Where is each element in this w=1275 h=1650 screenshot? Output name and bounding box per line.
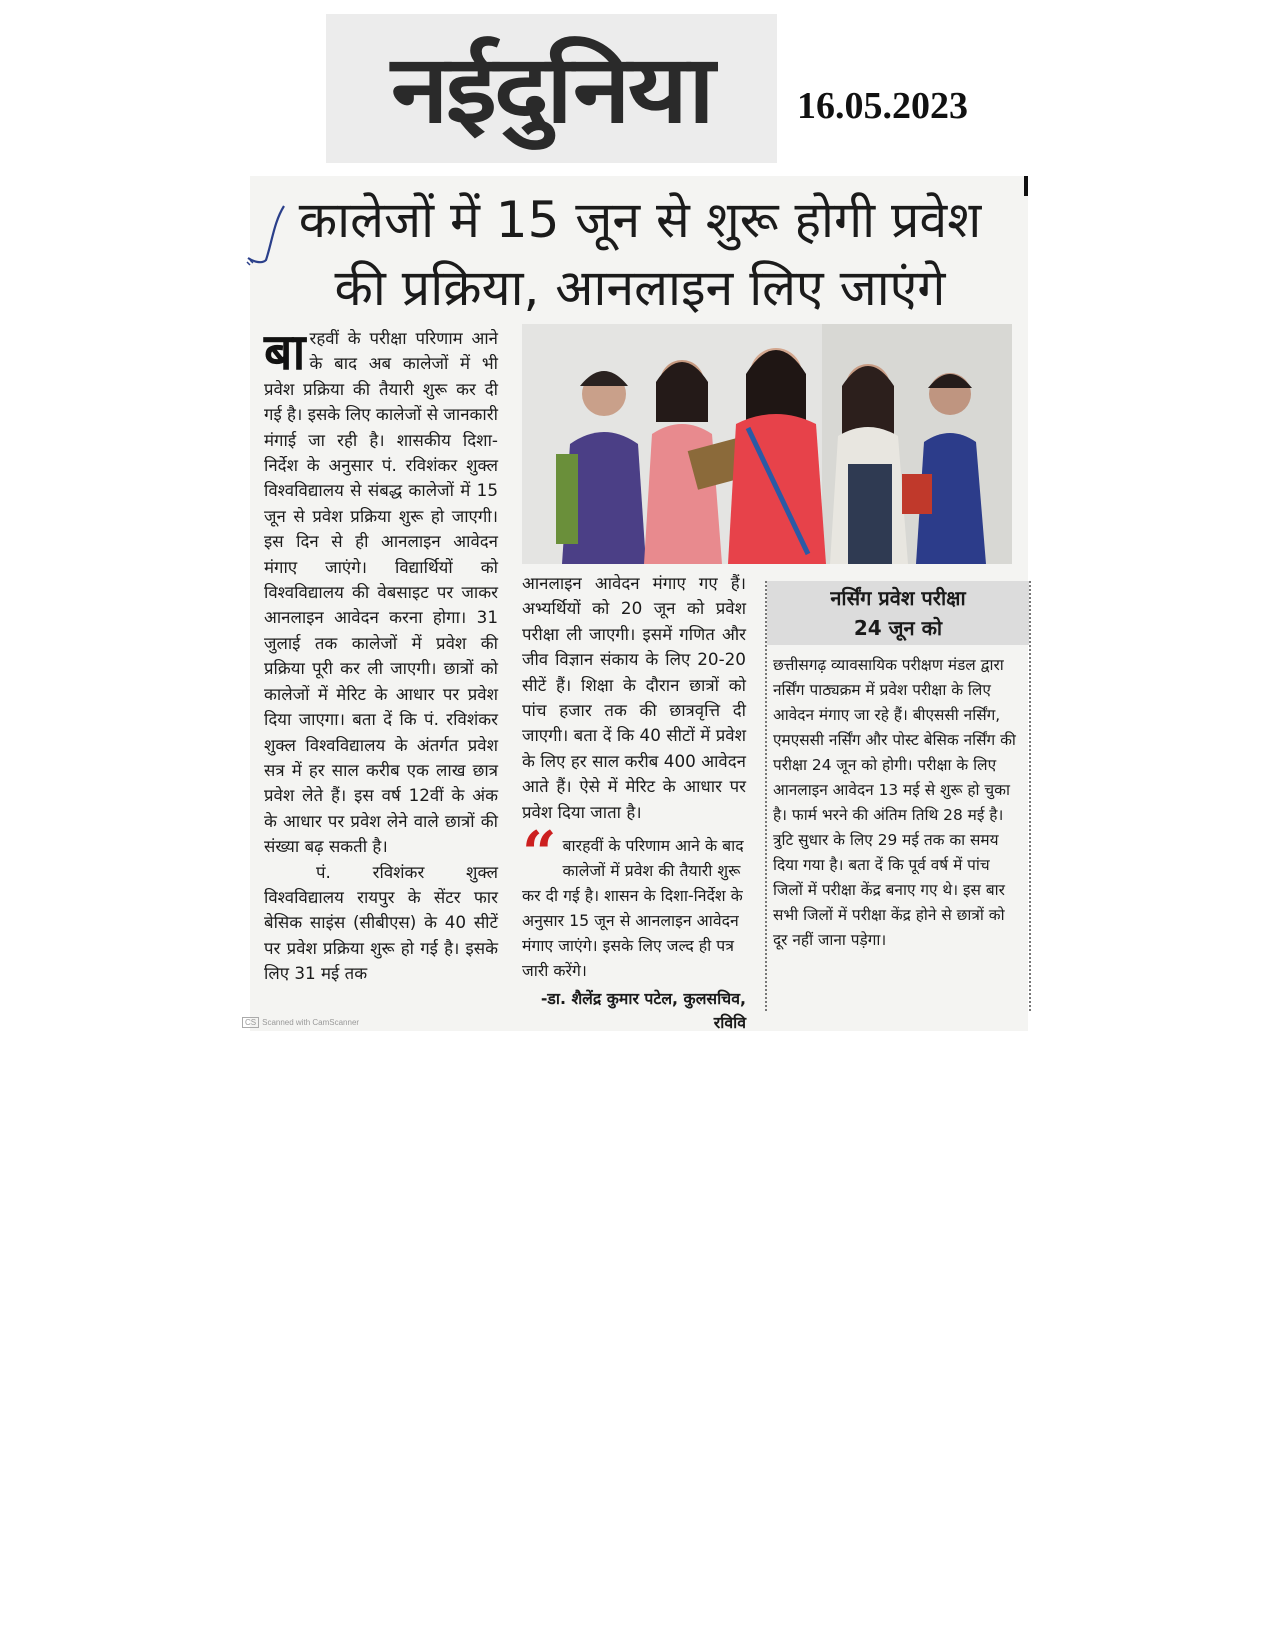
article-paragraph-2: पं. रविशंकर शुक्ल विश्वविद्यालय रायपुर के सेंटर फार बेसिक साइंस (सीबीएस) के 40 सीटें पर प्रवेश प्रक्रिया शुरू हो गई है। इसके लिए 31 मई तक (264, 861, 498, 984)
sidebar-title (767, 581, 1029, 645)
scanner-label: Scanned with CamScanner (262, 1018, 360, 1027)
students-photo (522, 324, 1012, 564)
sidebar-title-line-1: नर्सिंग प्रवेश परीक्षा (830, 586, 966, 610)
sidebar-title-line-2: 24 जून को (853, 616, 943, 640)
pull-quote-text: बारहवीं के परिणाम आने के बाद कालेजों में प्रवेश की तैयारी शुरू कर दी गई है। शासन के दिशा-निर्देश के अनुसार 15 जून से आनलाइन आवेदन मंगाए जाएंगे। इसके लिए जल्द ही पत्र जारी करेंगे। (522, 836, 744, 981)
paragraph-1-text: रहवीं के परीक्षा परिणाम आने के बाद अब कालेजों में भी प्रवेश प्रक्रिया की तैयारी शुरू कर दी गई है। इसके लिए कालेजों से जानकारी मंगाई जा रही है। शासकीय दिशा-निर्देश के अनुसार पं. रविशंकर शुक्ल विश्वविद्यालय से संबद्ध कालेजों में 15 जून से प्रवेश प्रक्रिया शुरू हो जाएगी। इस दिन से ही आनलाइन आवेदन मंगाए जाएंगे। विद्यार्थियों को विश्वविद्यालय की वेबसाइट पर जाकर आनलाइन आवेदन करना होगा। 31 जुलाई तक कालेजों में प्रवेश की प्रक्रिया पूरी कर ली जाएगी। छात्रों को कालेजों में मेरिट के आधार पर प्रवेश दिया जाएगा। बता दें कि पं. रविशंकर शुक्ल विश्वविद्यालय के अंतर्गत प्रवेश सत्र में हर साल करीब एक लाख छात्र प्रवेश लेते हैं। इस वर्ष 12वीं के अंक के आधार पर प्रवेश लेने वाले छात्रों की संख्या बढ़ सकती है। (264, 328, 498, 857)
nursing-exam-sidebar (765, 581, 1031, 1011)
drop-cap: बा (264, 323, 306, 381)
quote-mark-icon: “ (522, 819, 557, 890)
article-paragraph-1 (264, 323, 498, 860)
article-paragraph-3: आनलाइन आवेदन मंगाए गए हैं। अभ्यर्थियों को 20 जून को प्रवेश परीक्षा ली जाएगी। इसमें गणित और जीव विज्ञान संकाय के लिए 20-20 सीटें हैं। शिक्षा के दौरान छात्रों को पांच हजार तक की छात्रवृत्ति दी जाएगी। बता दें कि 40 सीटों में प्रवेश के लिए हर साल करीब 400 आवेदन आते हैं। ऐसे में मेरिट के आधार पर प्रवेश दिया जाता है। (522, 573, 746, 822)
pull-quote-credit: -डा. शैलेंद्र कुमार पटेल, कुलसचिव, रविवि (540, 989, 746, 1033)
article-headline: कालेजों में 15 जून से शुरू होगी प्रवेश की प्रक्रिया, आनलाइन लिए जाएंगे (298, 191, 982, 317)
article-column-1 (264, 323, 498, 987)
pull-quote (522, 819, 746, 983)
scanner-watermark (242, 1017, 359, 1028)
scan-edge-mark (1024, 176, 1028, 196)
camscanner-icon: CS (242, 1017, 259, 1028)
publication-date: 16.05.2023 (797, 85, 968, 127)
newspaper-logo: नईदुनिया (391, 33, 712, 144)
sidebar-body: छत्तीसगढ़ व्यावसायिक परीक्षण मंडल द्वारा नर्सिंग पाठ्यक्रम में प्रवेश परीक्षा के लिए आवेदन मंगाए जा रहे हैं। बीएससी नर्सिंग, एमएससी नर्सिंग और पोस्ट बेसिक नर्सिंग की परीक्षा 24 जून को होगी। परीक्षा के लिए आनलाइन आवेदन 13 मई से शुरू हो चुका है। फार्म भरने की अंतिम तिथि 28 मई है। त्रुटि सुधार के लिए 29 मई तक का समय दिया गया है। बता दें कि पूर्व वर्ष में पांच जिलों में परीक्षा केंद्र बनाए गए थे। इस बार सभी जिलों में परीक्षा केंद्र होने से छात्रों को दूर नहीं जाना पड़ेगा। (773, 656, 1016, 949)
news-clipping (250, 176, 1028, 1031)
newspaper-masthead (326, 14, 777, 163)
article-column-2 (522, 571, 746, 1035)
